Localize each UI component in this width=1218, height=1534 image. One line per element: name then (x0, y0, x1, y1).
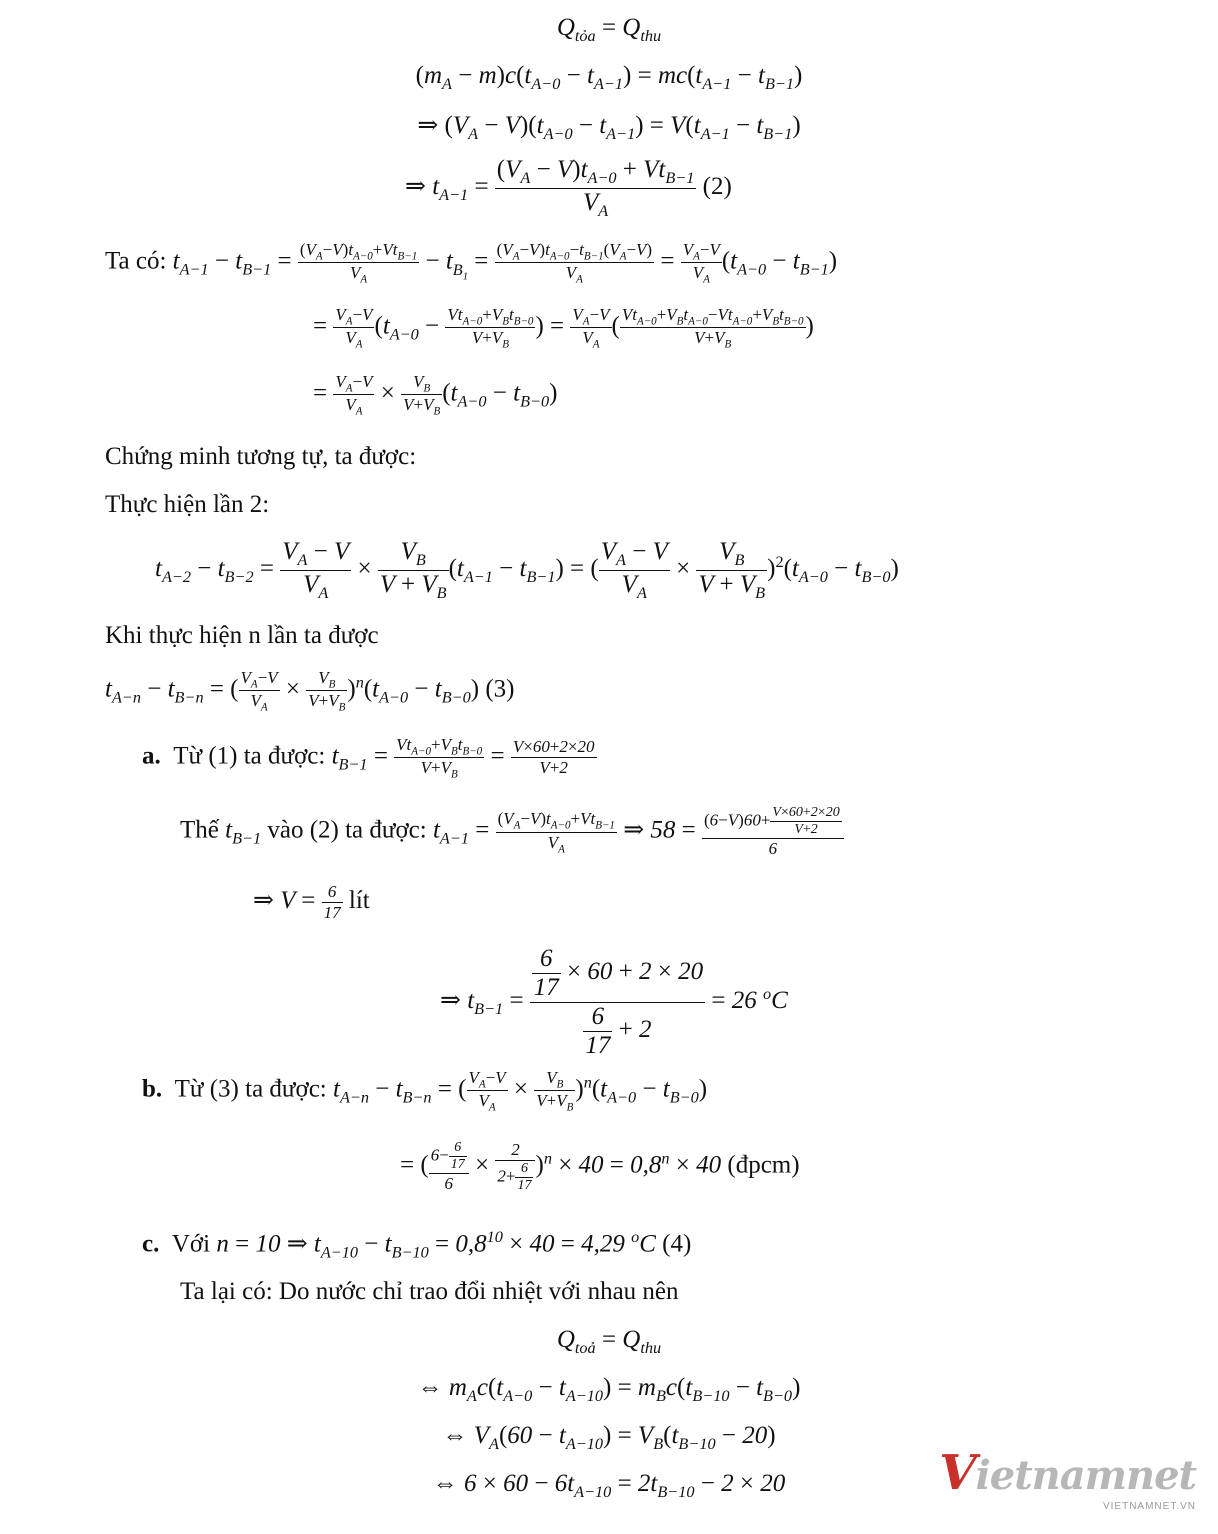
dpcm: (đpcm) (727, 1151, 800, 1179)
watermark-v-letter: V (939, 1445, 976, 1501)
eq-second-round: $t_{A-2} - t_{B-2}$ = $\frac{V_A - V}{V_A}$ × $\frac{V_B}{V + V_B}$ $(t_{A-1} - t_{B-1})$ = ( $\frac{V_A - V}{V_A}$ × $\frac{V_B}{V + V_B}$ )$^2(t_{A-0} - t_{B-0})$ (155, 538, 899, 602)
eq-volume-balance: ⇒ $(V_A - V)(t_{A-0} - t_{A-1}) = V(t_{A-1} - t_{B-1})$ (417, 112, 801, 143)
text-thuc-hien-2: Thực hiện lần 2: (105, 491, 270, 518)
part-c-line1: c. Với n = 10 ⇒ $t_{A-10} - t_{B-10} = 0,8^{10} \times 40 = 4,29$ $^o$C (4) (142, 1228, 692, 1262)
eq-ta-co-line3: = $\frac{V_A-V}{V_A}$ × $\frac{V_B}{V+V_B}$ $(t_{A-0} - t_{B-0})$ (313, 372, 558, 418)
eq-number-4: (4) (662, 1230, 692, 1258)
eq-q-balance-2: $Q_{toả} = Q_{thu}$ (556, 1326, 662, 1357)
part-a-tb1-result: ⇒ $t_{B-1}$ = $\frac{6}{17}$ × 60 + 2 × 20 $\frac{6}{17}$ + 2 = 26 $^o$C (440, 945, 788, 1059)
watermark-logo (939, 1445, 1196, 1501)
part-a-v-result: ⇒ V = $\frac{6}{17}$ lít (253, 882, 370, 922)
a-vao2: vào (2) ta được: (267, 816, 427, 844)
a-the: Thế (180, 816, 219, 844)
ta-co-label: Ta có: (105, 247, 167, 275)
eq-c-volume: ⇔ $V_A(60 - t_{A-10}) = V_B(t_{B-10} - 20)$ (442, 1422, 776, 1453)
text-khi-thuc-hien: Khi thực hiện n lần ta được (105, 622, 379, 649)
eq-ta-co-line2: = $\frac{V_A-V}{V_A}$ ($t_{A-0}$ − $Vt_{A-0}+V_Bt_{B-0}$ $V+V_B$ ) = $\frac{V_A-V}{V_A}$ ( $Vt_{A-0}+V_Bt_{A-0}-Vt_{A-0}+V_Bt_{B-0}$ $V+V_B$ ) (313, 305, 814, 351)
label-a: a. (142, 742, 161, 770)
part-a-line1: a. Từ (1) ta được: $t_{B-1}$ = $Vt_{A-0}+V_Bt_{B-0}$ $V+V_B$ = $\frac{V\times 60+2\times 20}{V+2}$ (142, 735, 595, 781)
part-b-line2: = ( 6− $\frac{6}{17}$ 6 × 2 2+ $\frac{6}{17}$ )$^n \times 40 = 0,8^n \times 40$ (đpcm) (400, 1140, 800, 1193)
eq-n-rounds: $t_{A-n} - t_{B-n}$ = ( $\frac{V_A-V}{V_A}$ × $\frac{V_B}{V+V_B}$ )$^n(t_{A-0} - t_{B-0})$ (3) (105, 668, 515, 714)
eq-number-3: (3) (485, 675, 515, 703)
text-ta-lai-co: Ta lại có: Do nước chỉ trao đổi nhiệt với nhau nên (180, 1278, 679, 1305)
eq-c-mass: ⇔ $m_Ac(t_{A-0} - t_{A-10}) = m_Bc(t_{B-10} - t_{B-0})$ (417, 1374, 801, 1405)
a-tu1: Từ (1) ta được: (173, 742, 326, 770)
eq-ta-co-line1: Ta có: $t_{A-1} - t_{B-1}$ = $(V_A-V)t_{A-0}+Vt_{B-1}$ $V_A$ − $t_{B_1}$ = $\frac{(V_A-V)t_{A-0}-t_{B-1}(V_A-V)}{V_A}$ = $\frac{V_A-V}{V_A}$ $(t_{A-0} - t_{B-1})$ (105, 240, 838, 286)
eq-q-balance-1: $Q_{tỏa} = Q_{thu}$ (556, 14, 662, 45)
part-b-line1: b. Từ (3) ta được: $t_{A-n} - t_{B-n}$ = ( $\frac{V_A-V}{V_A}$ × $\frac{V_B}{V+V_B}$ )$^n(t_{A-0} - t_{B-0})$ (142, 1068, 708, 1114)
vietnamnet-watermark (939, 1445, 1196, 1512)
watermark-site: VIETNAMNET.VN (1102, 1501, 1196, 1512)
watermark-brand: ietnamnet (975, 1452, 1196, 1499)
eq-c-numeric: ⇔ $6 \times 60 - 6t_{A-10} = 2t_{B-10} - 2 \times 20$ (432, 1470, 786, 1501)
text-chung-minh: Chứng minh tương tự, ta được: (105, 443, 417, 470)
b-tu3: Từ (3) ta được: (174, 1075, 327, 1103)
eq-ta1-formula: ⇒ $t_{A-1}$ = $(V_A - V)t_{A-0} + Vt_{B-1}$ $V_A$ (2) (405, 156, 732, 220)
eq-number-2: (2) (702, 173, 732, 201)
unit-lit: lít (348, 887, 370, 915)
label-c: c. (142, 1230, 160, 1258)
label-b: b. (142, 1075, 163, 1103)
eq-mass-balance: $(m_A - m)c(t_{A-0} - t_{A-1}) = mc(t_{A-1} - t_{B-1})$ (415, 62, 803, 93)
part-a-line2: Thế $t_{B-1}$ vào (2) ta được: $t_{A-1}$ = $(V_A-V)t_{A-0}+Vt_{B-1}$ $V_A$ ⇒ 58 = (6−V)60+ $\frac{V\times 60+2\times 20}{V+2}$ 6 (180, 805, 844, 859)
c-voi: Với (171, 1230, 211, 1258)
